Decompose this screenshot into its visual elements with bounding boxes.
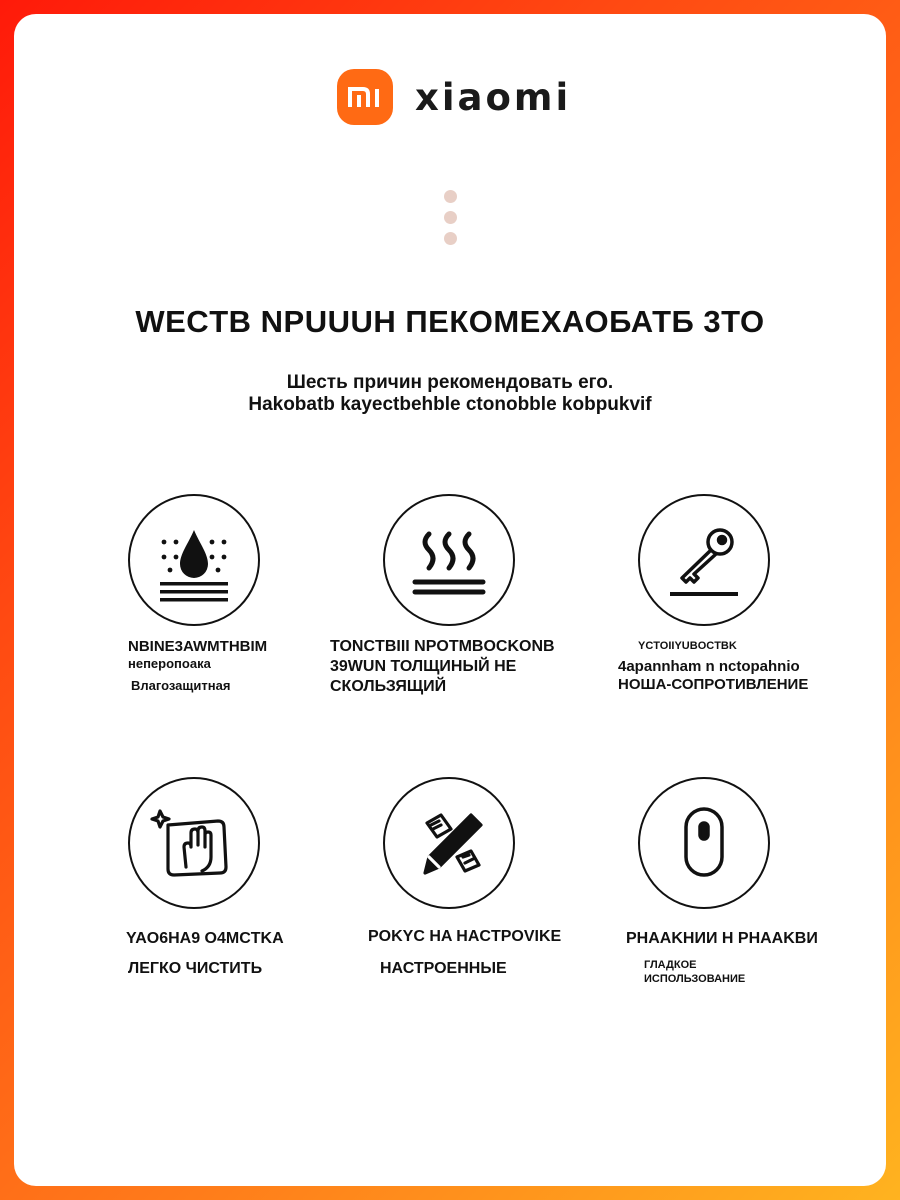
feature-title: YAO6HA9 O4MCTKA bbox=[126, 930, 284, 947]
content-card bbox=[14, 14, 886, 1186]
page-headline: WECTB NPUUUH ПЕКОМЕХАОБАТБ 3TO bbox=[135, 304, 765, 339]
key-icon bbox=[638, 494, 770, 626]
brand-name: xiaomi bbox=[415, 75, 572, 119]
feature-caption: НОША-СОПРОТИВЛЕНИЕ bbox=[618, 676, 809, 693]
feature-subtitle: НАСТРОЕННЫЕ bbox=[380, 960, 507, 977]
cleaning-hand-icon bbox=[128, 777, 260, 909]
feature-title: POKYC HA HACTPOVIKE bbox=[368, 928, 562, 945]
feature-title: YCTOIIYUBOCTBK bbox=[638, 640, 737, 652]
feature-title: PHAAKHИИ Н PHAAKBИ bbox=[626, 930, 818, 947]
feature-caption: ИСПОЛЬЗОВАНИЕ bbox=[644, 973, 746, 985]
feature-subtitle: 4apannham n nctopahnio bbox=[618, 658, 800, 675]
feature-subtitle: 39WUN ТОЛЩИНЫЙ НЕ bbox=[330, 658, 517, 675]
feature-caption: Влагозащитная bbox=[131, 678, 231, 693]
vertical-dots-divider bbox=[444, 190, 458, 253]
feature-title: TONCTBIII NPOTMBOCKONB bbox=[330, 638, 555, 655]
feature-title: NBINE3AWMTHBIM bbox=[128, 638, 268, 655]
mouse-icon bbox=[638, 777, 770, 909]
feature-subtitle: неперопоака bbox=[128, 656, 211, 671]
feature-subtitle: ГЛАДКОЕ bbox=[644, 959, 697, 971]
heat-waves-icon bbox=[383, 494, 515, 626]
pencil-icon bbox=[383, 777, 515, 909]
feature-subtitle: ЛЕГКО ЧИСТИТЬ bbox=[128, 960, 263, 977]
brand-logo bbox=[337, 69, 571, 125]
mi-logo-icon bbox=[337, 69, 393, 125]
feature-caption: СКОЛЬЗЯЩИЙ bbox=[330, 678, 447, 695]
mi-letters bbox=[348, 86, 382, 108]
subtitle-line-1: Шесть причин рекомендовать его. bbox=[286, 372, 614, 393]
water-drop-icon bbox=[128, 494, 260, 626]
subtitle-line-2: Hakobatb kayectbehble ctonobble kobpukvif bbox=[248, 394, 652, 415]
